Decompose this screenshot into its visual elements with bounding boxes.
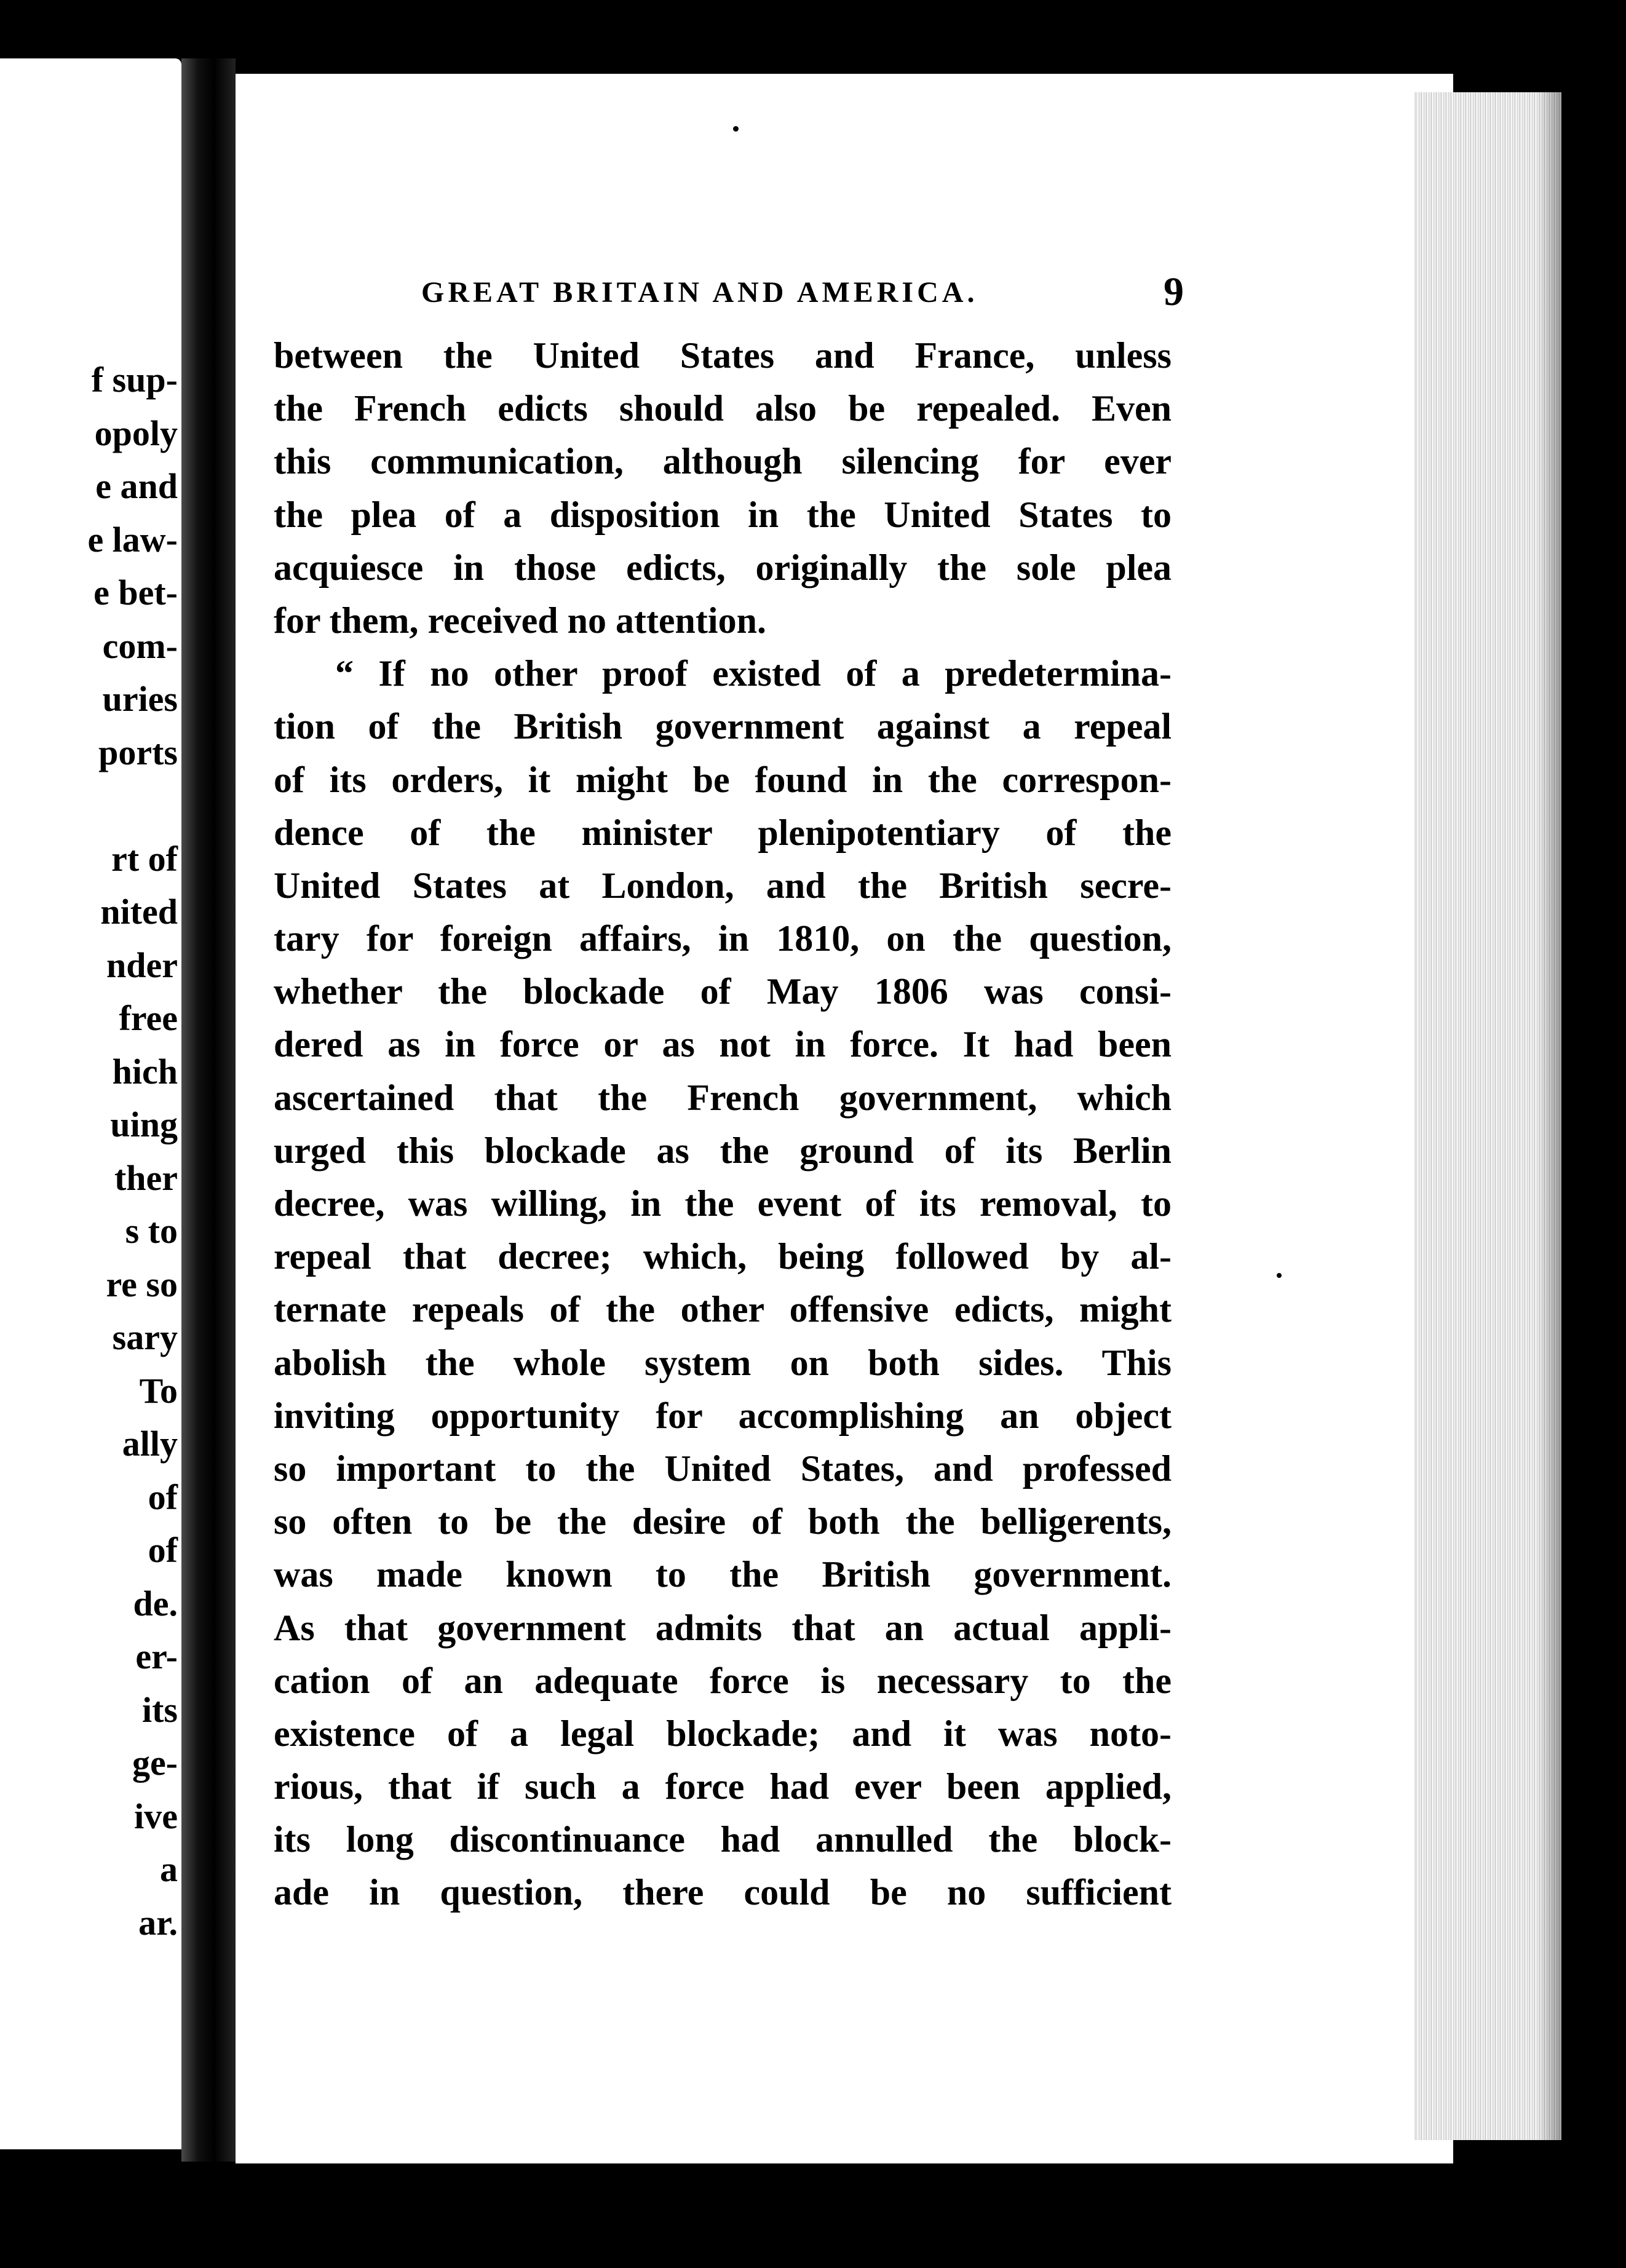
- left-line: rt of: [111, 838, 178, 879]
- text-line: the plea of a disposition in the United States to: [274, 494, 1172, 535]
- text-line: ascertained that the French government, which: [274, 1077, 1172, 1118]
- left-line: ther: [114, 1157, 178, 1198]
- left-line: free: [119, 998, 178, 1038]
- left-line: e and: [95, 466, 178, 506]
- text-line: decree, was willing, in the event of its removal, to: [274, 1183, 1172, 1224]
- text-line: cation of an adequate force is necessary to the: [274, 1660, 1172, 1701]
- text-line: tary for foreign affairs, in 1810, on the question,: [274, 918, 1172, 959]
- dust-speck: [1277, 1273, 1282, 1278]
- left-line: ive: [134, 1796, 178, 1836]
- left-line: uing: [110, 1104, 178, 1144]
- running-head: [421, 271, 1184, 314]
- text-line: urged this blockade as the ground of its Berlin: [274, 1130, 1172, 1171]
- text-line: dence of the minister plenipotentiary of the: [274, 812, 1172, 853]
- text-line: United States at London, and the British secre-: [274, 865, 1172, 906]
- left-line: f sup-: [91, 360, 178, 400]
- left-line: e bet-: [93, 573, 178, 613]
- page-number: 9: [1164, 269, 1184, 314]
- text-line: dered as in force or as not in force. It had been: [274, 1024, 1172, 1065]
- left-line: com-: [102, 625, 178, 666]
- left-line: a: [160, 1849, 178, 1889]
- left-line: [0, 779, 181, 833]
- dust-speck: [733, 126, 739, 132]
- left-line: de.: [133, 1583, 178, 1624]
- text-line: whether the blockade of May 1806 was consi-: [274, 971, 1172, 1012]
- text-line: its long discontinuance had annulled the block-: [274, 1819, 1172, 1860]
- left-line: re so: [106, 1264, 178, 1304]
- left-line: ar.: [138, 1902, 178, 1943]
- left-line: uries: [102, 679, 178, 719]
- text-line: tion of the British government against a repeal: [274, 706, 1172, 747]
- text-line: inviting opportunity for accomplishing an object: [274, 1395, 1172, 1436]
- text-line: the French edicts should also be repealed. Even: [274, 388, 1172, 429]
- book-gutter: [181, 58, 236, 2162]
- left-line: er-: [135, 1636, 178, 1676]
- text-line: acquiesce in those edicts, originally the sole plea: [274, 547, 1172, 588]
- left-line: sary: [112, 1317, 178, 1357]
- left-line: ge-: [132, 1743, 178, 1783]
- text-line: of its orders, it might be found in the correspon-: [274, 759, 1172, 800]
- left-line: e law-: [87, 519, 178, 560]
- text-line: was made known to the British government.: [274, 1554, 1172, 1595]
- text-line: ade in question, there could be no sufficient: [274, 1872, 1172, 1913]
- text-line: existence of a legal blockade; and it was noto-: [274, 1713, 1172, 1754]
- left-line: of: [148, 1530, 178, 1570]
- text-line: ternate repeals of the other offensive edicts, might: [274, 1289, 1172, 1330]
- text-line: “ If no other proof existed of a predetermina-: [335, 653, 1172, 694]
- text-line: so important to the United States, and professed: [274, 1448, 1172, 1489]
- left-page-text: [0, 354, 181, 1949]
- text-line: this communication, although silencing for ever: [274, 441, 1172, 482]
- text-line: between the United States and France, unless: [274, 335, 1172, 376]
- text-line: so often to be the desire of both the belligerents,: [274, 1501, 1172, 1542]
- left-line: nder: [106, 945, 178, 985]
- left-line: nited: [100, 892, 178, 932]
- left-line: To: [139, 1370, 178, 1411]
- left-line: its: [142, 1689, 178, 1730]
- left-line: opoly: [94, 413, 178, 453]
- text-line: for them, received no attention.: [274, 600, 766, 641]
- page-edges-shadow: [1537, 92, 1562, 2140]
- page-body-text: [274, 329, 1172, 1919]
- left-line: hich: [112, 1051, 178, 1092]
- text-line: As that government admits that an actual appli-: [274, 1607, 1172, 1648]
- left-line: ally: [122, 1424, 178, 1464]
- left-line: s to: [125, 1211, 178, 1251]
- left-line: of: [148, 1477, 178, 1517]
- text-line: abolish the whole system on both sides. This: [274, 1342, 1172, 1383]
- text-line: rious, that if such a force had ever been applied,: [274, 1766, 1172, 1807]
- left-page: [0, 58, 181, 2149]
- running-title: GREAT BRITAIN AND AMERICA.: [421, 276, 978, 309]
- text-line: repeal that decree; which, being followed by al-: [274, 1236, 1172, 1277]
- left-line: ports: [98, 732, 178, 772]
